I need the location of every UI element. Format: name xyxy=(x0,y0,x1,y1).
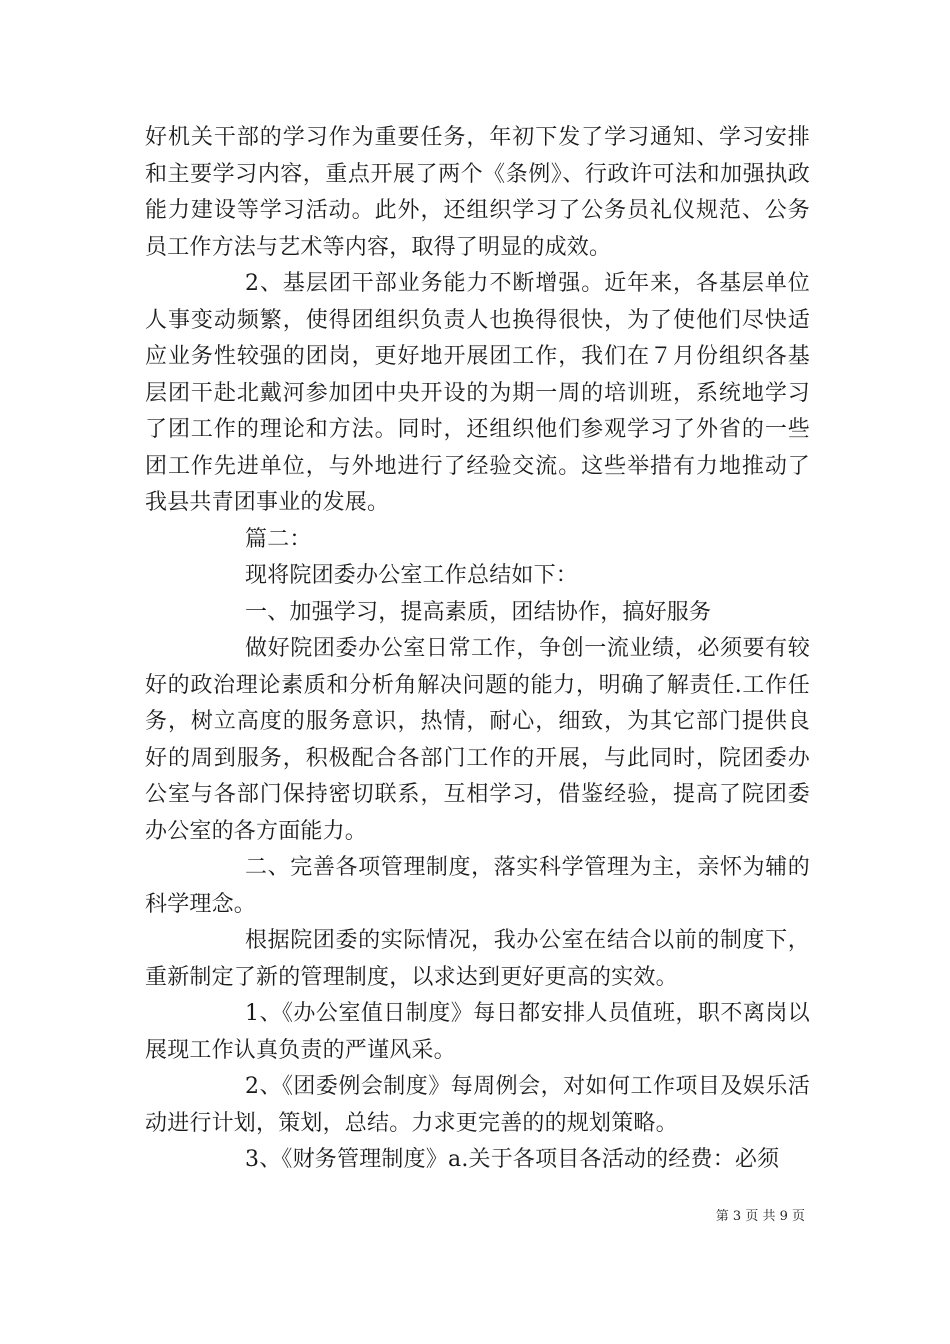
section-heading-part-two: 篇二： xyxy=(245,526,312,552)
list-item-1: 1、《办公室值日制度》每日都安排人员值班，职不离岗以展现工作认真负责的严谨风采。 xyxy=(145,1001,810,1063)
page-number-footer: 第 3 页 共 9 页 xyxy=(715,1209,805,1224)
paragraph-intro: 现将院团委办公室工作总结如下： xyxy=(245,563,579,588)
section-heading-2: 二、完善各项管理制度，落实科学管理为主，亲怀为辅的科学理念。 xyxy=(145,855,810,917)
paragraph-3: 做好院团委办公室日常工作，争创一流业绩，必须要有较好的政治理论素质和分析角解决问题的能力，明确了解责任.工作任务，树立高度的服务意识，热情，耐心，细致，为其它部门提供良好的周到服务，积极配合各部门工作的开展，与此同时，院团委办公室与各部门保持密切联系，互相学习，借鉴经验，提高了院团委办公室的各方面能力。 xyxy=(145,636,810,844)
section-heading-1: 一、加强学习，提高素质，团结协作，搞好服务 xyxy=(245,599,712,625)
paragraph-4: 根据院团委的实际情况，我办公室在结合以前的制度下，重新制定了新的管理制度，以求达到更好更高的实效。 xyxy=(145,928,810,990)
list-item-2: 2、《团委例会制度》每周例会，对如何工作项目及娱乐活动进行计划，策划，总结。力求更完善的的规划策略。 xyxy=(145,1074,810,1136)
paragraph-2: 2、基层团干部业务能力不断增强。近年来，各基层单位人事变动频繁，使得团组织负责人也换得很快，为了使他们尽快适应业务性较强的团岗，更好地开展团工作，我们在７月份组织各基层团干赴北戴河参加团中央开设的为期一周的培训班，系统地学习了团工作的理论和方法。同时，还组织他们参观学习了外省的一些团工作先进单位，与外地进行了经验交流。这些举措有力地推动了我县共青团事业的发展。 xyxy=(145,271,810,515)
list-item-3: 3、《财务管理制度》a.关于各项目各活动的经费：必须 xyxy=(245,1147,780,1172)
paragraph-1: 好机关干部的学习作为重要任务，年初下发了学习通知、学习安排和主要学习内容，重点开展了两个《条例》、行政许可法和加强执政能力建设等学习活动。此外，还组织学习了公务员礼仪规范、公务员工作方法与艺术等内容，取得了明显的成效。 xyxy=(145,125,810,260)
document-body xyxy=(145,120,810,1179)
